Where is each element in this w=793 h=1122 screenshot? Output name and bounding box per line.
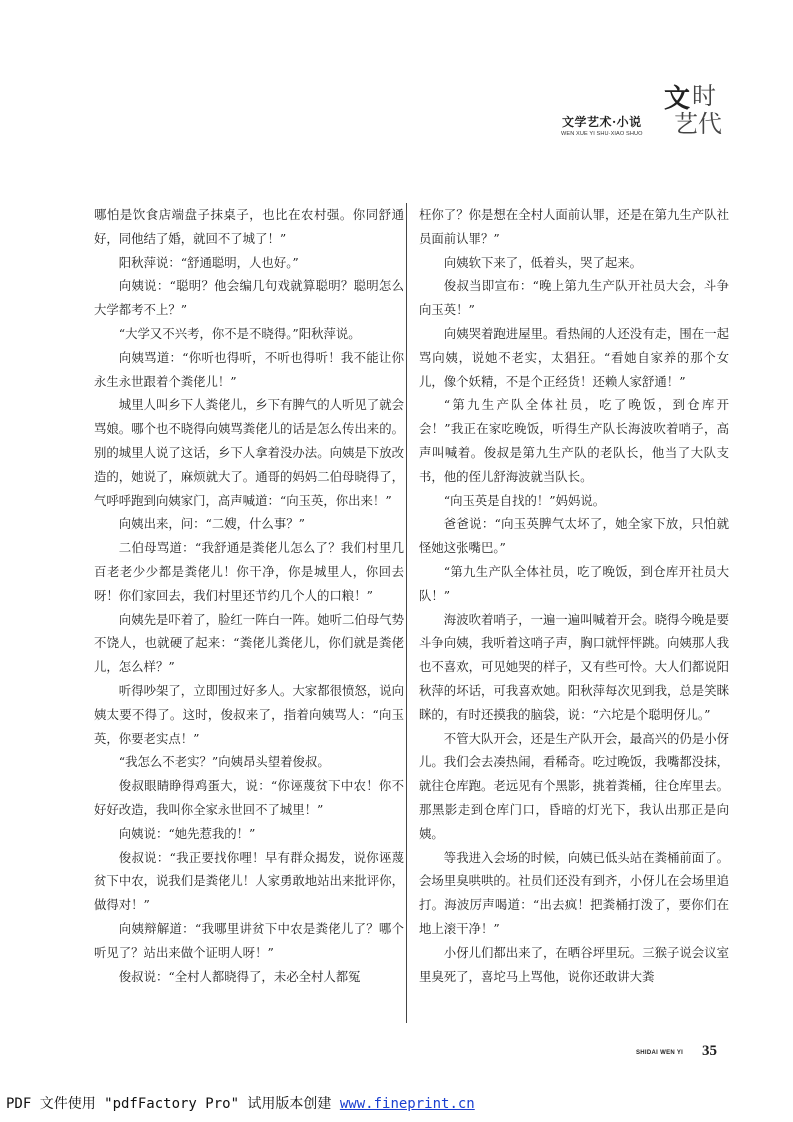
section-title: 文学艺术·小说 [562,115,642,129]
paragraph: 俊叔眼睛睁得鸡蛋大，说：“你诬蔑贫下中农！你不好好改造，我叫你全家永世回不了城里！” [94,778,404,817]
paragraph: 俊叔说：“全村人都晓得了，未必全村人都冤 [118,968,361,984]
paragraph: 俊叔当即宣布：“晚上第九生产队开社员大会，斗争向玉英！” [419,278,729,318]
paragraph: 阳秋萍说：“舒通聪明，人也好。” [118,254,299,270]
paragraph: 听得吵架了，立即围过好多人。大家都很愤怒，说向姨太要不得了。这时，俊叔来了，指着向姨骂人：“向玉英，你要老实点！” [94,682,404,746]
paragraph: 向姨软下来了，低着头，哭了起来。 [443,254,643,270]
fineprint-link[interactable]: www.fineprint.cn [339,1096,475,1112]
logo-char: 文 [664,84,691,114]
paragraph: “第九生产队全体社员，吃了晚饭，到仓库开会！”我正在家吃晚饭，听得生产队长海波吹着哨子，高声叫喊着。俊叔是第九生产队的老队长，他当了大队支书，他的侄儿舒海波就当队长。 [419,397,729,484]
paragraph: 等我进入会场的时候，向姨已低头站在粪桶前面了。会场里臭哄哄的。社员们还没有到齐，小伢儿在会场里追打。海波厉声喝道：“出去疯！把粪桶打泼了，要你们在地上滚干净！” [419,849,729,936]
paragraph: 小伢儿们都出来了，在晒谷坪里玩。三猴子说会议室里臭死了，喜坨马上骂他，说你还敢讲大粪 [419,944,729,984]
paragraph: 向姨先是吓着了，脸红一阵白一阵。她听二伯母气势不饶人，也就硬了起来：“粪佬儿粪佬儿，你们就是粪佬儿，怎么样？” [94,611,404,675]
right-text-column [419,203,729,988]
paragraph: 向姨辩解道：“我哪里讲贫下中农是粪佬儿了？哪个听见了？站出来做个证明人呀！” [94,920,404,960]
paragraph: 不管大队开会，还是生产队开会，最高兴的仍是小伢儿。我们会去凑热闹，看稀奇。吃过晚饭，我嘴都没抹，就往仓库跑。老远见有个黑影，挑着粪桶，往仓库里去。那黑影走到仓库门口，昏暗的灯光下，我认出那正是向姨。 [419,730,729,841]
left-text-column [94,203,404,988]
paragraph: 枉你了？你是想在全村人面前认罪，还是在第九生产队社员面前认罪？” [419,207,729,246]
paragraph: 向姨哭着跑进屋里。看热闹的人还没有走，围在一起骂向姨，说她不老实，太猖狂。“看她自家养的那个女儿，像个妖精，不是个正经货！还赖人家舒通！” [419,325,729,389]
paragraph: 哪怕是饮食店端盘子抹桌子，也比在农村强。你同舒通好，同他结了婚，就回不了城了！” [94,207,404,246]
paragraph: “第九生产队全体社员，吃了晚饭，到仓库开社员大队！” [419,563,729,603]
paragraph: “大学又不兴考，你不是不晓得。”阳秋萍说。 [118,325,361,341]
paragraph: 向姨说：“聪明？他会编几句戏就算聪明？聪明怎么大学都考不上？” [94,278,404,318]
logo-char: 艺 [674,110,698,138]
paragraph: 海波吹着哨子，一遍一遍叫喊着开会。晓得今晚是要斗争向姨，我听着这哨子声，胸口就怦怦跳。向姨那人我也不喜欢，可见她哭的样子，又有些可怜。大人们都说阳秋萍的坏话，可我喜欢她。阳秋萍每次见到我，总是笑眯眯的，有时还摸我的脑袋，说：“六坨是个聪明伢儿。” [419,611,729,722]
paragraph: 城里人叫乡下人粪佬儿，乡下有脾气的人听见了就会骂娘。哪个也不晓得向姨骂粪佬儿的话是怎么传出来的。别的城里人说了这话，乡下人拿着没办法。向姨是下放改造的，她说了，麻烦就大了。通哥的妈妈二伯母晓得了，气呼呼跑到向姨家门，高声喊道：“向玉英，你出来！” [94,397,404,508]
footer-magazine-name: SHIDAI WEN YI [636,1050,684,1056]
pdf-creator-notice [6,1093,475,1113]
paragraph: 向姨骂道：“你听也得听，不听也得听！我不能让你永生永世跟着个粪佬儿！” [94,349,404,389]
logo-char: 时 [692,82,716,110]
paragraph: 俊叔说：“我正要找你哩！早有群众揭发，说你诬蔑贫下中农，说我们是粪佬儿！人家勇敢地站出来批评你，做得对！” [94,849,404,913]
paragraph: 二伯母骂道：“我舒通是粪佬儿怎么了？我们村里几百老老少少都是粪佬儿！你干净，你是城里人，你回去呀！你们家回去，我们村里还节约几个人的口粮！” [94,540,404,603]
paragraph: 向姨出来，问：“二嫂，什么事？” [118,516,305,532]
pdf-notice-text: PDF 文件使用 "pdfFactory Pro" 试用版本创建 [6,1096,340,1112]
section-pinyin: WEN XUE YI SHU·XIAO SHUO [561,131,643,137]
paragraph: “向玉英是自找的！”妈妈说。 [443,492,606,508]
paragraph: 爸爸说：“向玉英脾气太坏了，她全家下放，只怕就怪她这张嘴巴。” [419,516,729,556]
column-divider [406,203,407,1023]
paragraph: “我怎么不老实？”向姨昂头望着俊叔。 [118,754,330,770]
paragraph: 向姨说：“她先惹我的！” [118,825,256,841]
page-number: 35 [702,1043,717,1059]
magazine-logo [664,84,726,140]
logo-char: 代 [698,110,722,138]
